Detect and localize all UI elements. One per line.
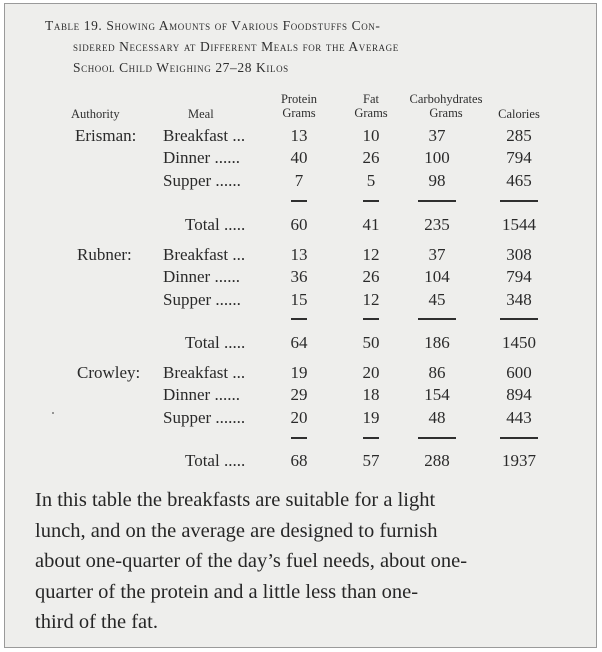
protein-value: 20 bbox=[290, 408, 308, 427]
authority-label: Crowley: bbox=[77, 363, 141, 382]
subtotal-rule bbox=[291, 200, 307, 202]
header-fat-bottom: Grams bbox=[354, 106, 388, 120]
fat-value: 26 bbox=[362, 148, 380, 167]
meal-label: Supper ...... bbox=[163, 290, 241, 309]
fat-total: 57 bbox=[362, 451, 380, 470]
protein-value: 36 bbox=[290, 267, 308, 286]
paragraph-line: about one-quarter of the day’s fuel needs, about one- bbox=[35, 550, 468, 572]
header-fat-top: Fat bbox=[363, 92, 379, 106]
header-protein-top: Protein bbox=[280, 92, 318, 106]
paragraph-line: lunch, and on the average are designed to furnish bbox=[35, 519, 438, 542]
meal-label: Breakfast ... bbox=[163, 363, 246, 382]
calories-value: 794 bbox=[506, 148, 532, 167]
calories-total: 1544 bbox=[502, 215, 536, 234]
carb-value: 86 bbox=[428, 363, 446, 382]
subtotal-rule bbox=[418, 200, 456, 202]
carb-total: 288 bbox=[424, 451, 450, 470]
header-meal: Meal bbox=[188, 107, 214, 121]
subtotal-rule bbox=[500, 437, 538, 439]
authority-label: Erisman: bbox=[75, 126, 137, 145]
subtotal-rule bbox=[291, 318, 307, 320]
calories-value: 285 bbox=[506, 126, 532, 145]
calories-value: 348 bbox=[506, 290, 532, 309]
total-label: Total ..... bbox=[185, 333, 246, 352]
subtotal-rule bbox=[291, 437, 307, 439]
fat-value: 5 bbox=[366, 171, 376, 190]
calories-value: 308 bbox=[506, 245, 532, 264]
subtotal-rule bbox=[363, 318, 379, 320]
header-protein bbox=[269, 92, 329, 120]
carb-value: 37 bbox=[428, 126, 446, 145]
fat-value: 18 bbox=[362, 385, 380, 404]
calories-value: 894 bbox=[506, 385, 532, 404]
protein-value: 40 bbox=[290, 148, 308, 167]
fat-value: 10 bbox=[362, 126, 380, 145]
meal-label: Supper ....... bbox=[163, 408, 246, 427]
carb-value: 48 bbox=[428, 408, 446, 427]
total-label: Total ..... bbox=[185, 215, 246, 234]
header-calories: Calories bbox=[498, 107, 540, 121]
total-label: Total ..... bbox=[185, 451, 246, 470]
carb-total: 186 bbox=[424, 333, 450, 352]
calories-value: 465 bbox=[506, 171, 532, 190]
authority-label: Rubner: bbox=[77, 245, 132, 264]
header-protein-bottom: Grams bbox=[282, 106, 316, 120]
meal-label: Supper ...... bbox=[163, 171, 241, 190]
meal-label: Dinner ...... bbox=[163, 267, 240, 286]
carb-value: 154 bbox=[424, 385, 450, 404]
print-speck bbox=[52, 412, 54, 414]
protein-value: 29 bbox=[290, 385, 308, 404]
fat-value: 12 bbox=[362, 290, 380, 309]
header-carbohydrates bbox=[400, 92, 492, 120]
header-authority: Authority bbox=[71, 107, 120, 121]
protein-total: 60 bbox=[290, 215, 308, 234]
calories-total: 1937 bbox=[502, 451, 536, 470]
subtotal-rule bbox=[363, 200, 379, 202]
fat-total: 41 bbox=[362, 215, 380, 234]
body-paragraph bbox=[35, 485, 565, 638]
protein-value: 19 bbox=[290, 363, 308, 382]
carb-value: 45 bbox=[428, 290, 446, 309]
table-title bbox=[45, 15, 575, 78]
carb-value: 98 bbox=[428, 171, 446, 190]
header-carb-top: Carbohydrates bbox=[409, 92, 483, 106]
fat-total: 50 bbox=[362, 333, 380, 352]
calories-value: 443 bbox=[506, 408, 532, 427]
calories-value: 600 bbox=[506, 363, 532, 382]
paragraph-line: quarter of the protein and a little less than one- bbox=[35, 580, 419, 603]
meal-label: Breakfast ... bbox=[163, 126, 246, 145]
table-title-line: sidered Necessary at Different Meals for the Average bbox=[73, 39, 399, 54]
carb-total: 235 bbox=[424, 215, 450, 234]
subtotal-rule bbox=[418, 437, 456, 439]
fat-value: 12 bbox=[362, 245, 380, 264]
subtotal-rule bbox=[418, 318, 456, 320]
protein-value: 13 bbox=[290, 126, 308, 145]
carb-value: 104 bbox=[424, 267, 450, 286]
table-title-line: Table 19. Showing Amounts of Various Foodstuffs Con- bbox=[45, 18, 381, 33]
header-carb-bottom: Grams bbox=[429, 106, 463, 120]
fat-value: 20 bbox=[362, 363, 380, 382]
protein-total: 64 bbox=[290, 333, 308, 352]
protein-value: 13 bbox=[290, 245, 308, 264]
fat-value: 26 bbox=[362, 267, 380, 286]
meal-label: Breakfast ... bbox=[163, 245, 246, 264]
paragraph-line: In this table the breakfasts are suitable for a light bbox=[35, 489, 436, 511]
meal-label: Dinner ...... bbox=[163, 385, 240, 404]
calories-value: 794 bbox=[506, 267, 532, 286]
paragraph-line: third of the fat. bbox=[35, 611, 158, 633]
protein-value: 15 bbox=[290, 290, 308, 309]
protein-total: 68 bbox=[290, 451, 308, 470]
subtotal-rule bbox=[363, 437, 379, 439]
header-fat bbox=[346, 92, 396, 120]
subtotal-rule bbox=[500, 200, 538, 202]
calories-total: 1450 bbox=[502, 333, 536, 352]
table-title-line: School Child Weighing 27–28 Kilos bbox=[73, 60, 289, 75]
fat-value: 19 bbox=[362, 408, 380, 427]
protein-value: 7 bbox=[294, 171, 304, 190]
carb-value: 100 bbox=[424, 148, 450, 167]
meal-label: Dinner ...... bbox=[163, 148, 240, 167]
carb-value: 37 bbox=[428, 245, 446, 264]
book-page bbox=[4, 3, 597, 648]
subtotal-rule bbox=[500, 318, 538, 320]
